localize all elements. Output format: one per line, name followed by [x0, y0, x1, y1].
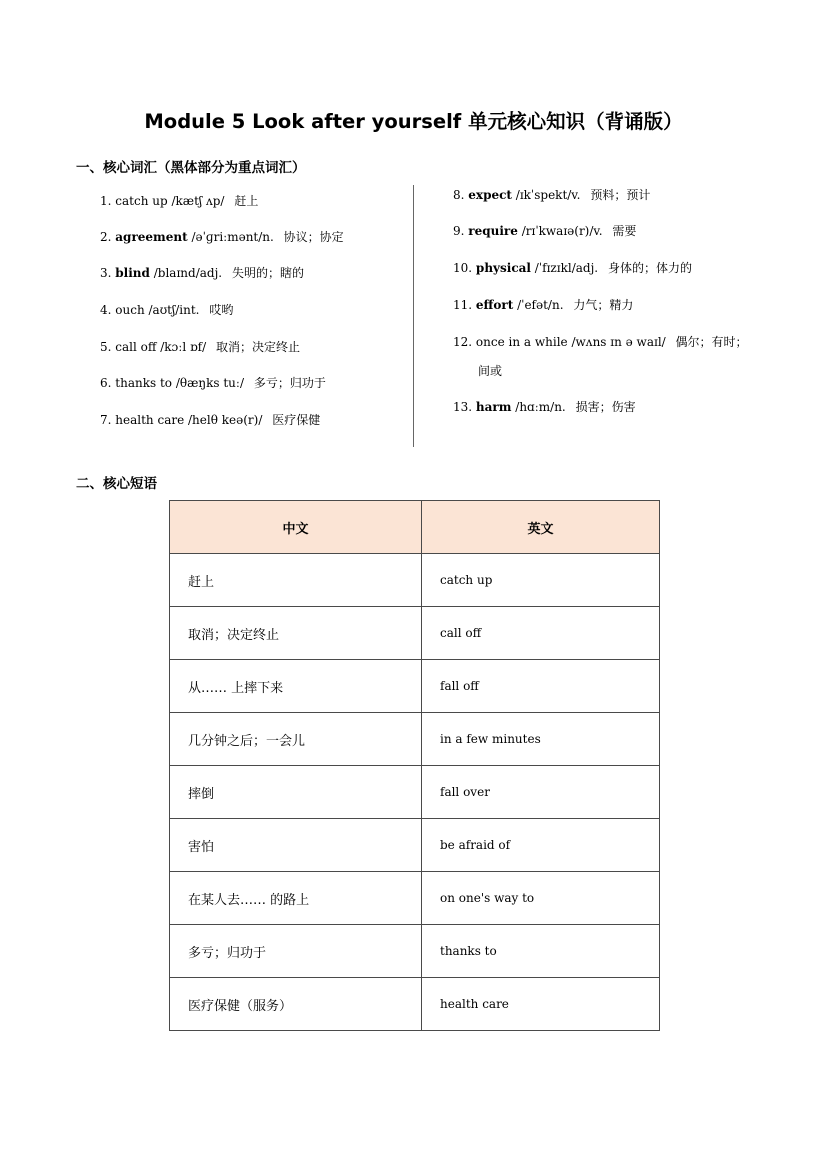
cell-chinese: 几分钟之后；一会儿 [170, 713, 422, 766]
column-header-chinese: 中文 [170, 501, 422, 554]
vocab-number: 1. [100, 194, 112, 208]
phrases-table [169, 500, 660, 1031]
vocab-number: 12. [453, 335, 473, 349]
vocab-item [100, 338, 300, 356]
cell-english: fall off [422, 660, 660, 713]
column-divider [413, 185, 414, 447]
vocab-number: 4. [100, 303, 112, 317]
vocab-phonetic: /kɔːl ɒf/ [160, 340, 207, 354]
vocab-number: 2. [100, 230, 112, 244]
vocab-number: 9. [453, 224, 465, 238]
vocab-phonetic: /aʊtʃ/int. [148, 303, 200, 317]
vocab-meaning: 损害；伤害 [575, 400, 636, 414]
cell-chinese: 从…… 上摔下来 [170, 660, 422, 713]
vocab-number: 3. [100, 266, 112, 280]
vocab-item [453, 296, 633, 314]
cell-english: health care [422, 978, 660, 1031]
table-row [170, 872, 660, 925]
table-header-row [170, 501, 660, 554]
vocab-number: 13. [453, 400, 473, 414]
section-heading-vocabulary: 一、核心词汇（黑体部分为重点词汇） [76, 160, 306, 176]
vocab-meaning: 多亏；归功于 [253, 376, 326, 390]
vocab-number: 8. [453, 188, 465, 202]
table-row [170, 660, 660, 713]
cell-chinese: 赶上 [170, 554, 422, 607]
vocab-word: health care [115, 413, 185, 427]
vocab-item [100, 192, 258, 210]
table-row [170, 607, 660, 660]
section-heading-phrases: 二、核心短语 [76, 476, 157, 492]
vocab-number: 5. [100, 340, 112, 354]
vocab-phonetic: /rɪˈkwaɪə(r)/v. [521, 224, 603, 238]
vocab-phonetic: /helθ keə(r)/ [188, 413, 263, 427]
vocab-meaning: 身体的；体力的 [607, 261, 692, 275]
vocab-number: 10. [453, 261, 473, 275]
cell-english: fall over [422, 766, 660, 819]
vocab-meaning: 取消；决定终止 [215, 340, 300, 354]
vocab-phonetic: /ˈefət/n. [517, 298, 564, 312]
cell-english: catch up [422, 554, 660, 607]
cell-chinese: 摔倒 [170, 766, 422, 819]
table-row [170, 554, 660, 607]
vocab-word: thanks to [115, 376, 173, 390]
vocab-meaning: 偶尔；有时； [675, 335, 748, 349]
cell-english: in a few minutes [422, 713, 660, 766]
cell-chinese: 害怕 [170, 819, 422, 872]
vocab-word: catch up [115, 194, 168, 208]
cell-english: thanks to [422, 925, 660, 978]
vocab-word: call off [115, 340, 157, 354]
table-row [170, 819, 660, 872]
vocab-phonetic: /ˈfɪzɪkl/adj. [534, 261, 599, 275]
vocab-phonetic: /əˈɡriːmənt/n. [191, 230, 274, 244]
vocab-meaning-continuation: 间或 [478, 364, 503, 378]
vocab-word: expect [468, 188, 512, 202]
vocab-phonetic: /hɑːm/n. [515, 400, 566, 414]
vocab-word: agreement [115, 230, 188, 244]
vocab-word: harm [475, 400, 512, 414]
vocab-item [100, 411, 320, 429]
vocab-word: require [468, 224, 518, 238]
vocab-meaning: 力气；精力 [573, 298, 634, 312]
cell-english: be afraid of [422, 819, 660, 872]
table-row [170, 713, 660, 766]
cell-english: call off [422, 607, 660, 660]
vocab-item [453, 186, 650, 204]
vocab-item [100, 264, 304, 282]
vocab-meaning: 医疗保健 [272, 413, 321, 427]
vocab-phonetic: /blaɪnd/adj. [153, 266, 223, 280]
vocab-phonetic: /θæŋks tuː/ [175, 376, 244, 390]
vocab-number: 6. [100, 376, 112, 390]
vocab-phonetic: /ɪkˈspekt/v. [515, 188, 581, 202]
vocab-item [453, 333, 748, 351]
cell-chinese: 医疗保健（服务） [170, 978, 422, 1031]
vocab-meaning: 赶上 [234, 194, 259, 208]
page-title: Module 5 Look after yourself 单元核心知识（背诵版） [144, 110, 683, 133]
vocab-item [100, 374, 326, 392]
vocab-meaning: 预料；预计 [590, 188, 651, 202]
vocab-meaning: 需要 [612, 224, 637, 238]
column-header-english: 英文 [422, 501, 660, 554]
vocab-phonetic: /wʌns ɪn ə waɪl/ [571, 335, 666, 349]
cell-chinese: 多亏；归功于 [170, 925, 422, 978]
vocab-item [100, 301, 233, 319]
vocab-item [453, 259, 692, 277]
vocab-number: 11. [453, 298, 473, 312]
vocab-number: 7. [100, 413, 112, 427]
vocab-word: blind [115, 266, 150, 280]
vocab-meaning: 哎哟 [209, 303, 234, 317]
table-row [170, 978, 660, 1031]
vocab-word: once in a while [475, 335, 568, 349]
table-row [170, 925, 660, 978]
vocab-word: ouch [115, 303, 145, 317]
vocab-phonetic: /kætʃ ʌp/ [171, 194, 225, 208]
cell-chinese: 取消；决定终止 [170, 607, 422, 660]
vocab-item [453, 398, 636, 416]
vocab-meaning: 协议；协定 [283, 230, 344, 244]
vocab-item [100, 228, 344, 246]
table-row [170, 766, 660, 819]
cell-english: on one's way to [422, 872, 660, 925]
vocab-meaning: 失明的；瞎的 [231, 266, 304, 280]
vocab-item [453, 222, 636, 240]
cell-chinese: 在某人去…… 的路上 [170, 872, 422, 925]
vocab-word: physical [475, 261, 531, 275]
vocab-word: effort [475, 298, 514, 312]
